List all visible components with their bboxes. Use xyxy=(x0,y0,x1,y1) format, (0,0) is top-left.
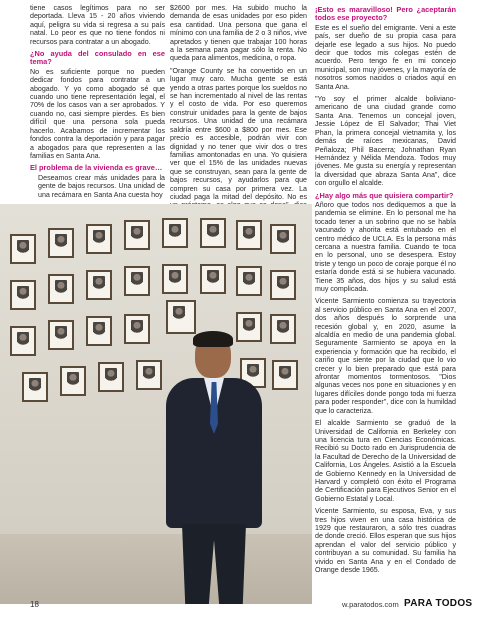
portrait-frame xyxy=(270,270,296,300)
question-heading: ¡Esto es maravilloso! Pero ¿aceptarán todos ese proyecto? xyxy=(315,5,456,23)
portrait-frame xyxy=(86,224,112,254)
portrait-frame xyxy=(60,366,86,396)
paragraph: No es suficiente porque no pueden dedicar fondos para contratar a un abogado. Y yo como abogado sé que cuando uno tiene representación legal, el 70% de los casos van a ser aprobados. Y cuando no, casi siempre pierdes. Es bien difícil que una persona sola pueda hacerlo. Acabamos de incrementar los fondos contra la deportación y para pagar a abogados para que representen a las familias en Santa Ana. xyxy=(30,67,165,160)
portrait-frame xyxy=(124,220,150,250)
portrait-frame xyxy=(236,266,262,296)
portrait-frame xyxy=(48,228,74,258)
portrait-frame xyxy=(86,316,112,346)
website-url[interactable]: w.paratodos.com xyxy=(342,600,399,609)
paragraph: Añoro que todos nos dediquemos a que la pandemia se elimine. En lo personal me ha tocado tener a un sobrino que no se había vacunado y ahorita está entubado en el centro médico de UCLA. Es la persona más cercana a nuestra familia. Cuando te toca en lo personal, uno se desespera. Estoy triste y tengo un poco de coraje porque él no estaría donde está si se hubiera vacunado. Tiene 35 años, dos hijos y su salud está muy complicada. xyxy=(315,200,456,293)
portrait-frame xyxy=(162,218,188,248)
hair xyxy=(193,331,233,347)
portrait-frame xyxy=(10,234,36,264)
mayor-portrait-photo xyxy=(0,204,312,604)
portrait-frame xyxy=(48,320,74,350)
paragraph: "Orange County se ha convertido en un lugar muy caro. Mucha gente se está yendo a otras partes porque los sueldos no se han incrementado al nivel de las rentas y el costo de vida. Por eso queremos construir unidades para la gente de bajos recursos. Una unidad de una recámara saldría entre $600 a $800 por mes. Ese precio es accesible, podrán vivir con dignidad y no tener que vivir dos o tres familias amontonadas en una. Yo quisiera ver que el 15% de las unidades nuevas que se construyan, sean para la gente de bajos recursos, y ayudarlos para que compren su casa por primera vez. La ciudad paga la mitad del depósito. No es xyxy=(170,66,307,201)
portrait-frame xyxy=(86,270,112,300)
portrait-frame xyxy=(270,224,296,254)
question-heading: ¿No ayuda del consulado en ese tema? xyxy=(30,49,165,67)
paragraph: Vicente Sarmiento comienza su trayectoria al servicio público en Santa Ana en el 2007, dos años después lo sorprende una recesión global y, en 2020, asume la alcaldía en medio de una pandemia global. Seguramente Sarmiento se apoya en la experiencia y formación que ha recibido, el cariño que siente por la ciudad que lo vio crecer y lo bien preparado que está para afrontar momentos tormentosos. "Dios algunas veces nos pone en situaciones y en lugares difíciles donde pongo toda mi fuerza para poder responder", dice con la humildad que lo caracteriza. xyxy=(315,297,456,415)
page-number: 18 xyxy=(30,600,39,609)
portrait-frame xyxy=(136,360,162,390)
text-column-2 xyxy=(170,4,307,222)
paragraph: tiene casos legítimos para no ser deportada. Lleva 15 - 20 años viviendo aquí, peligra su vida si regresa a su país natal. Lo peor es que no tiene fondos ni recursos para contratar a un abogado. xyxy=(30,4,165,46)
paragraph: $2600 por mes. Ha subido mucho la demanda de esas unidades por eso piden esa cantidad. Una persona que gana el mínimo con una familia de 2 o 3 niños, vive apretados y tienen que trabajar 100 horas a la semana para pagar sólo la renta. No queda para alimentos, medicina, o ropa. xyxy=(170,4,307,63)
portrait-frame xyxy=(98,362,124,392)
brand-logo-text: PARA TODOS xyxy=(404,598,473,609)
paragraph: "Yo soy el primer alcalde boliviano-americano de una ciudad grande como Santa Ana. Tenemos un concejal joven, Jessie López de El Salvador; Thai Viet Phan, la primera concejal vietnamita y, los demás de raíces mexicanas, David Peñaloza; Phil Bacerra; Johnathan Ryan Hernández y Nélida Mendoza. Todos muy jóvenes. Me gusta su energía y representan la diversidad que abraza Santa Ana", dice con orgullo el alcalde. xyxy=(315,95,456,188)
question-heading: El problema de la vivienda es grave… xyxy=(30,163,163,173)
portrait-frame xyxy=(10,326,36,356)
portrait-frame xyxy=(10,280,36,310)
question-heading: ¿Hay algo más que quisiera compartir? xyxy=(315,190,454,200)
text-column-1 xyxy=(30,4,165,203)
portrait-frame xyxy=(124,266,150,296)
mayor-figure xyxy=(160,334,270,604)
portrait-frame xyxy=(124,314,150,344)
portrait-frame xyxy=(200,218,226,248)
portrait-frame xyxy=(166,300,196,334)
portrait-frame xyxy=(22,372,48,402)
portrait-frame xyxy=(48,274,74,304)
text-column-3 xyxy=(315,4,456,578)
paragraph: Vicente Sarmiento, su esposa, Eva, y sus tres hijos viven en una casa histórica de 1929 que restauraron, a sólo tres cuadras de donde creció. Ellos esperan que sus hijos aprendan el valor del servicio público y contribuyan a su comunidad. Su familia ha vivido en Santa Ana y en el Condado de Orange desde 1965. xyxy=(315,507,456,574)
paragraph: Este es el sueño del emigrante. Veni a este país, ser dueño de su propia casa para dejarle ese legado a sus hijos. No puedo decir que todos mis colegas estén de acuerdo. Pero tengo fe en mi concejo municipal, son muy jóvenes, y la mayoría de nosotros somos nacidos o criados aquí en Santa Ana. xyxy=(315,23,456,91)
portrait-frame xyxy=(162,264,188,294)
portrait-frame xyxy=(236,220,262,250)
portrait-frame xyxy=(200,264,226,294)
paragraph: Deseamos crear más unidades para la gente de bajos recursos. Una unidad de una recámara en Santa Ana cuesta hoy xyxy=(38,173,165,199)
paragraph: El alcalde Sarmiento se graduó de la Universidad de California en Berkeley con una licencia tura en Ciencias Económicas. Recibió su Docto rado en Jurisprudencia de la Facultad de Derecho de la Universidad de California, Los Ángeles. Asistió a la Escuela de Gobierno Kennedy en la Universidad de Harvard y completó con éxito el Programa de Certificación para Ejecutivos Senior en el Gobierno Estatal y Local. xyxy=(315,419,456,503)
portrait-frame xyxy=(270,314,296,344)
portrait-frame xyxy=(272,360,298,390)
trousers xyxy=(182,524,246,604)
